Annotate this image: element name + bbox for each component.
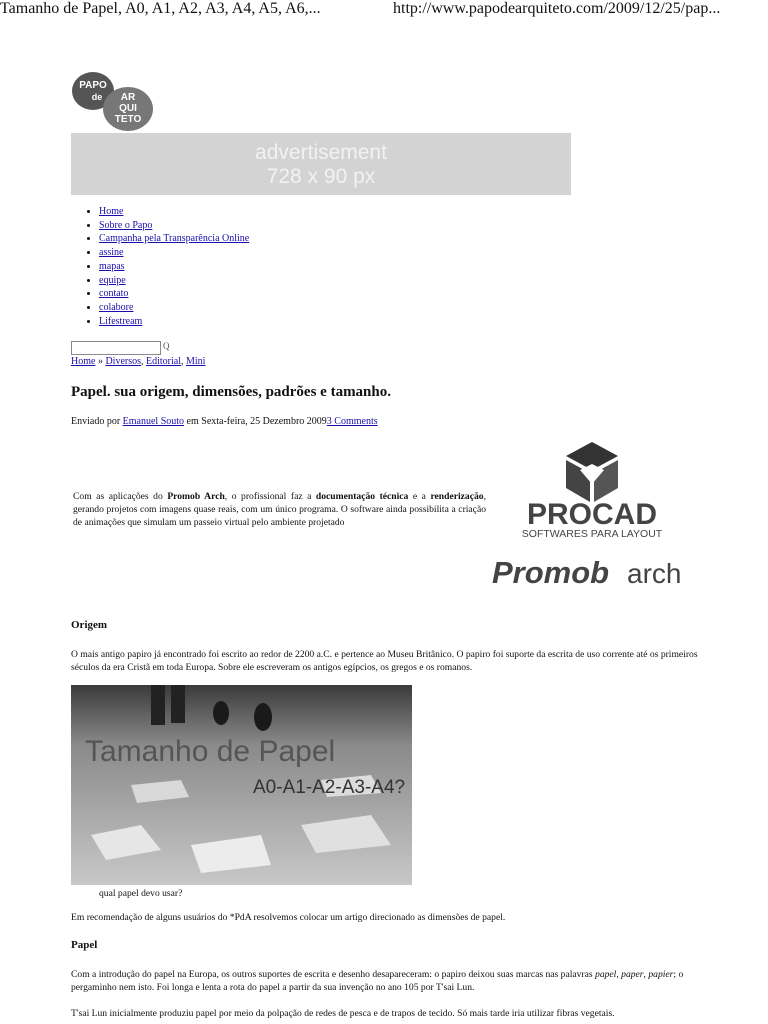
- post-date: em Sexta-feira, 25 Dezembro 2009: [184, 416, 327, 427]
- nav-item-contato: [99, 287, 249, 301]
- origem-paragraph: O mais antigo papiro já encontrado foi escrito ao redor de 2200 a.C. e pertence ao Museu Britânico. O papiro foi suporte da escrita de uso corrente até os primeiros séculos da era Cristã em toda Europa. Sobre ele escreveram os antigos egípcios, os gregos e os romanos.: [71, 649, 698, 673]
- breadcrumb: [71, 356, 205, 367]
- promo-text: [73, 490, 486, 530]
- papel-text-a: Com a introdução do papel na Europa, os outros suportes de escrita e desenho desapareceram: o papiro deixou suas marcas nas palavras: [71, 969, 596, 980]
- ad-size-label: 728 x 90 px: [266, 165, 376, 188]
- search-icon[interactable]: Q: [163, 341, 170, 351]
- promo-t3: e a: [408, 491, 431, 502]
- papel-paragraph-2: T'sai Lun inicialmente produziu papel por meio da polpação de redes de pesca e de trapos de tecido. Só mais tarde iria utilizar fibras vegetais.: [71, 1008, 615, 1019]
- promob-arch: arch: [627, 558, 682, 589]
- promo-b1: Promob Arch: [167, 491, 225, 502]
- photo-caption: qual papel devo usar?: [99, 888, 183, 899]
- site-logo[interactable]: [71, 71, 155, 133]
- procad-tagline: SOFTWARES PARA LAYOUT: [521, 528, 663, 540]
- post-title: Papel. sua origem, dimensões, padrões e tamanho.: [71, 384, 391, 400]
- ad-label: advertisement: [255, 141, 387, 164]
- procad-ad[interactable]: [490, 440, 695, 600]
- promo-t1: Com as aplicações do: [73, 491, 168, 502]
- heading-origem: Origem: [71, 619, 108, 631]
- photo-title-text: Tamanho de Papel: [85, 735, 336, 768]
- promo-t4: , gerando projetos com imagens quase reais, com um único programa. O software ainda possibilita a criação de animações que simulam um passeio virtual pelo ambiente projetado: [73, 491, 486, 529]
- promob-brand: Promob: [492, 555, 610, 590]
- article-photo: [71, 685, 412, 885]
- recommendation-paragraph: Em recomendação de alguns usuários do *PdA resolvemos colocar um artigo direcionado as dimensões de papel.: [71, 912, 506, 923]
- nav-item-assine: [99, 246, 249, 260]
- promo-b3: renderização: [430, 491, 484, 502]
- papel-word-paper: paper: [621, 969, 644, 980]
- papel-sep: ,: [643, 969, 649, 980]
- nav-link-campanha[interactable]: Campanha pela Transparência Online: [99, 233, 250, 245]
- procad-ad-graphic: [490, 440, 695, 600]
- main-nav: [82, 205, 249, 328]
- logo-text-qui: QUI: [119, 103, 137, 114]
- nav-link-mapas[interactable]: mapas: [99, 260, 125, 272]
- papel-sep: ,: [616, 969, 622, 980]
- breadcrumb-comma: ,: [141, 356, 147, 367]
- procad-cube-icon: [566, 442, 618, 502]
- advertisement-banner[interactable]: [71, 133, 571, 195]
- nav-link-home[interactable]: Home: [99, 206, 124, 217]
- photo-graphic: [71, 685, 412, 885]
- promo-t2: , o profissional faz a: [224, 491, 316, 502]
- nav-item-equipe: [99, 274, 249, 288]
- breadcrumb-separator: »: [95, 356, 106, 367]
- breadcrumb-diversos[interactable]: Diversos: [105, 356, 142, 367]
- print-page-url: http://www.papodearquiteto.com/2009/12/25/pap...: [393, 0, 721, 17]
- logo-text-ar: AR: [120, 92, 136, 103]
- nav-link-sobre[interactable]: Sobre o Papo: [99, 219, 153, 231]
- breadcrumb-comma: ,: [181, 356, 187, 367]
- author-link[interactable]: Emanuel Souto: [122, 416, 185, 427]
- papel-paragraph-1: [71, 968, 711, 994]
- papel-word-papier: papier: [648, 969, 674, 980]
- logo-graphic: [71, 71, 155, 133]
- nav-link-equipe[interactable]: equipe: [99, 274, 126, 286]
- breadcrumb-mini[interactable]: Mini: [186, 356, 206, 367]
- papel-word-papel: papel: [595, 969, 617, 980]
- nav-item-campanha: [99, 232, 249, 246]
- comments-link[interactable]: 3 Comments: [326, 416, 378, 427]
- nav-item-lifestream: [99, 315, 249, 329]
- search-input[interactable]: [71, 341, 161, 355]
- papel-text-b: ; o pergaminho nem isto. Foi longa e lenta a rota do papel a partir da sua invenção no ano 105 por T'sai Lun.: [71, 969, 684, 993]
- procad-brand: PROCAD: [526, 498, 658, 531]
- print-page-title: Tamanho de Papel, A0, A1, A2, A3, A4, A5, A6,...: [0, 0, 321, 17]
- meta-prefix: Enviado por: [71, 416, 123, 427]
- logo-text-papo: PAPO: [79, 80, 107, 91]
- logo-text-teto: TETO: [114, 114, 142, 125]
- breadcrumb-home[interactable]: Home: [71, 356, 96, 367]
- promo-b2: documentação técnica: [315, 491, 409, 502]
- nav-item-home: [99, 205, 249, 219]
- breadcrumb-editorial[interactable]: Editorial: [146, 356, 182, 367]
- photo-subtitle-text: A0-A1-A2-A3-A4?: [253, 777, 406, 798]
- nav-item-sobre: [99, 219, 249, 233]
- nav-link-colabore[interactable]: colabore: [99, 301, 134, 313]
- nav-item-mapas: [99, 260, 249, 274]
- nav-link-lifestream[interactable]: Lifestream: [99, 315, 143, 327]
- nav-item-colabore: [99, 301, 249, 315]
- logo-text-de: de: [91, 92, 103, 102]
- nav-link-assine[interactable]: assine: [99, 247, 124, 259]
- nav-link-contato[interactable]: contato: [99, 288, 129, 300]
- heading-papel: Papel: [71, 939, 98, 951]
- post-meta: [71, 416, 378, 427]
